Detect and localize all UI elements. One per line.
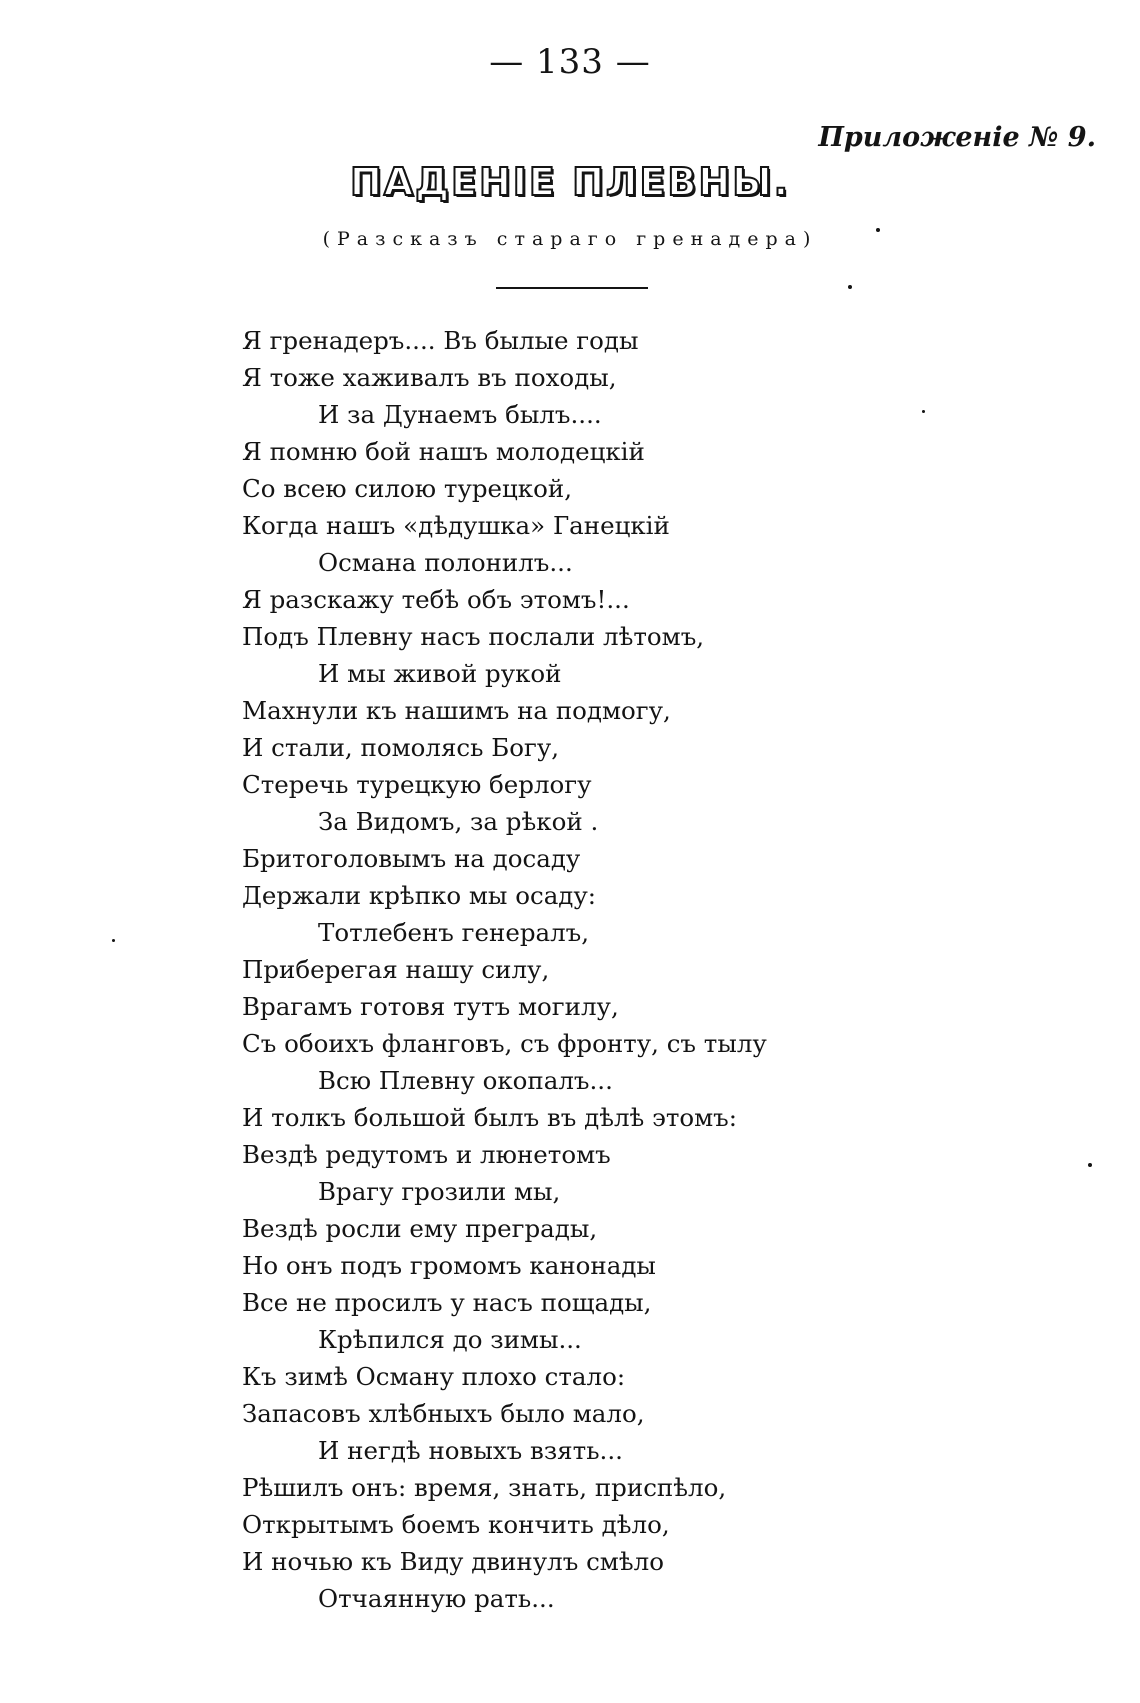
poem-title: ПАДЕНІЕ ПЛЕВНЫ. [349,160,791,204]
poem-line: Приберегая нашу силу, [242,955,550,984]
print-speck [848,285,852,289]
poem-line: И мы живой рукой [318,659,562,688]
poem-line: Бритоголовымъ на досаду [242,844,581,873]
poem-line: Со всею силою турецкой, [242,474,572,503]
poem-line: Къ зимѣ Осману плохо стало: [242,1362,626,1391]
poem-line: Запасовъ хлѣбныхъ было мало, [242,1399,645,1428]
poem-line: Я разскажу тебѣ объ этомъ!... [242,585,630,614]
poem-line: Стеречь турецкую берлогу [242,770,592,799]
poem-line: Когда нашъ «дѣдушка» Ганецкій [242,511,670,540]
poem-line: Врагу грозили мы, [318,1177,561,1206]
poem-line: Все не просилъ у насъ пощады, [242,1288,652,1317]
poem-line: Я гренадеръ.... Въ былые годы [242,326,639,355]
poem-line: Но онъ подъ громомъ канонады [242,1251,656,1280]
poem-line: И стали, помолясь Богу, [242,733,560,762]
poem-line: Рѣшилъ онъ: время, знать, приспѣло, [242,1473,727,1502]
poem-line: Открытымъ боемъ кончить дѣло, [242,1510,670,1539]
print-speck [876,228,880,232]
poem-line: Съ обоихъ фланговъ, съ фронту, съ тылу [242,1029,767,1058]
poem-line: Крѣпился до зимы... [318,1325,582,1354]
poem-line: Держали крѣпко мы осаду: [242,881,597,910]
print-speck [1088,1163,1092,1167]
poem-line: Махнули къ нашимъ на подмогу, [242,696,671,725]
poem-line: Я тоже хаживалъ въ походы, [242,363,617,392]
print-speck [112,939,115,942]
poem-line: Вездѣ редутомъ и люнетомъ [242,1140,611,1169]
appendix-label: Приложенiе № 9. [818,122,1096,153]
poem-body [242,322,1002,1617]
poem-line: Отчаянную рать... [318,1584,555,1613]
poem-line: Врагамъ готовя тутъ могилу, [242,992,619,1021]
page-number: — 133 — [489,42,651,82]
poem-line: Подъ Плевну насъ послали лѣтомъ, [242,622,705,651]
poem-subtitle: (Разсказъ стараго гренадера) [322,228,818,250]
poem-line: Тотлебенъ генералъ, [318,918,590,947]
poem-line: Вездѣ росли ему преграды, [242,1214,598,1243]
poem-line: И негдѣ новыхъ взять... [318,1436,623,1465]
poem-line: И за Дунаемъ былъ.... [318,400,602,429]
poem-line: Я помню бой нашъ молодецкій [242,437,645,466]
title-divider [496,287,648,289]
poem-line: И ночью къ Виду двинулъ смѣло [242,1547,664,1576]
poem-line: И толкъ большой былъ въ дѣлѣ этомъ: [242,1103,738,1132]
poem-line: Всю Плевну окопалъ... [318,1066,613,1095]
poem-line: За Видомъ, за рѣкой . [318,807,599,836]
poem-line: Османа полонилъ... [318,548,573,577]
